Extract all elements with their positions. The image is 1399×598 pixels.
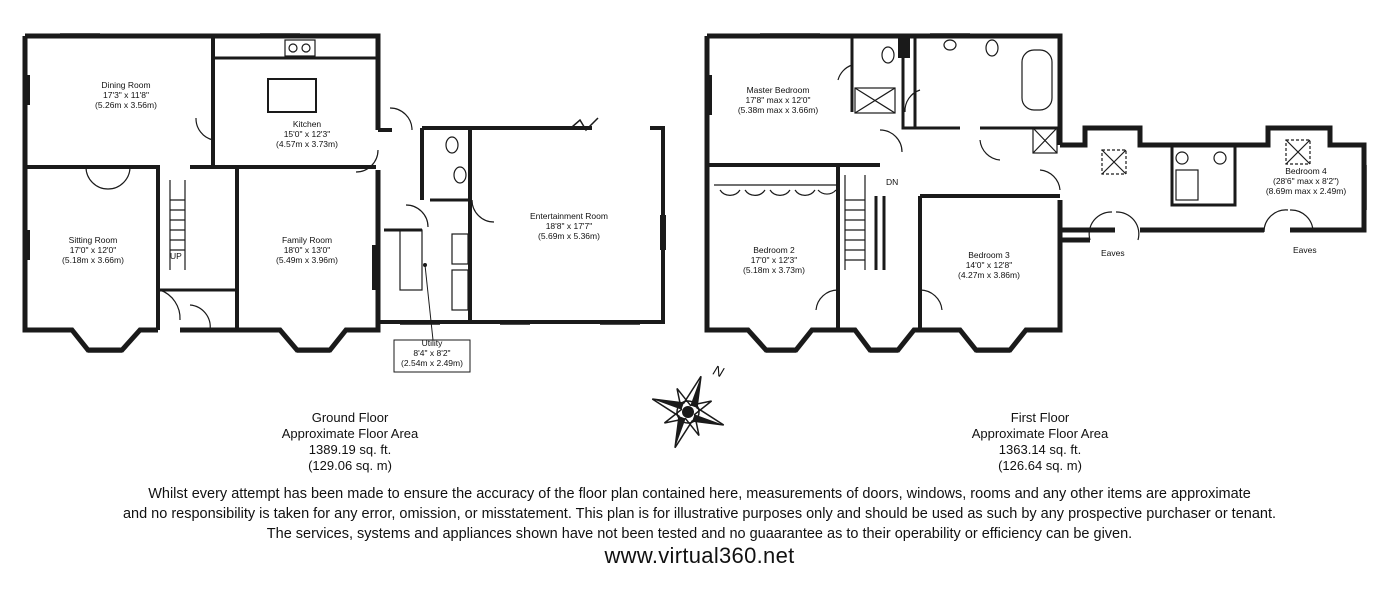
compass-north-label: N — [710, 361, 726, 381]
first-floor-sqft: 1363.14 sq. ft. — [998, 442, 1082, 457]
room-labels — [62, 80, 1346, 368]
ground-floor-sqft: 1389.19 sq. ft. — [308, 442, 392, 457]
room-label-size-imperial: 17'0" x 12'3" — [750, 255, 798, 265]
first-floor-area — [930, 410, 1150, 474]
room-label-size-metric: (2.54m x 2.49m) — [401, 358, 463, 368]
room-label-name: Bedroom 2 — [753, 245, 795, 255]
room-label-name: Kitchen — [292, 119, 322, 129]
room-label-size-metric: (5.26m x 3.56m) — [95, 100, 157, 110]
room-label-name: Family Room — [281, 235, 333, 245]
ground-floor-subtitle: Approximate Floor Area — [281, 426, 419, 441]
room-label-size-imperial: 18'0" x 13'0" — [283, 245, 331, 255]
room-label-size-metric: (5.69m x 5.36m) — [538, 231, 600, 241]
room-label-name: Master Bedroom — [746, 85, 810, 95]
room-label-name: Bedroom 4 — [1285, 166, 1327, 176]
disclaimer-line: and no responsibility is taken for any error, omission, or misstatement. This plan is for illustrative purposes only and should be used as such by any prospective purchaser or tenant. — [122, 506, 1277, 522]
room-label-size-imperial: 17'3" x 11'8" — [103, 90, 149, 100]
room-label-size-imperial: 8'4" x 8'2" — [413, 348, 451, 358]
disclaimer — [0, 484, 1399, 544]
ground-floor-area — [240, 410, 460, 474]
room-label-size-imperial: (28'6" max x 8'2") — [1273, 176, 1339, 186]
disclaimer-line: The services, systems and appliances shown have not been tested and no guaarantee as to their operability or efficiency can be given. — [266, 526, 1133, 542]
room-label-size-metric: (4.57m x 3.73m) — [276, 139, 338, 149]
disclaimer-line: Whilst every attempt has been made to ensure the accuracy of the floor plan contained here, measurements of doors, windows, rooms and any other items are approximate — [148, 486, 1251, 502]
room-label-size-imperial: 17'0" x 12'0" — [69, 245, 117, 255]
room-label-size-metric: (8.69m max x 2.49m) — [1265, 186, 1347, 196]
room-label-size-metric: (5.38m max x 3.66m) — [737, 105, 819, 115]
room-label-size-metric: (5.18m x 3.73m) — [743, 265, 805, 275]
room-label-size-imperial: 14'0" x 12'8" — [965, 260, 1013, 270]
room-label-size-metric: (4.27m x 3.86m) — [958, 270, 1020, 280]
first-stair-label: DN — [886, 177, 899, 187]
room-label-name: Utility — [421, 338, 443, 348]
room-label-name: Entertainment Room — [530, 211, 608, 221]
room-label-size-imperial: 17'8" max x 12'0" — [745, 95, 811, 105]
room-label-size-imperial: 15'0" x 12'3" — [283, 129, 331, 139]
room-label-size-metric: (5.49m x 3.96m) — [276, 255, 338, 265]
room-label-size-imperial: 18'8" x 17'7" — [545, 221, 593, 231]
room-label-name: Dining Room — [101, 80, 151, 90]
eaves-label-1: Eaves — [1101, 248, 1125, 258]
website-link[interactable]: www.virtual360.net — [604, 543, 795, 568]
room-label-name: Bedroom 3 — [968, 250, 1010, 260]
first-floor-sqm: (126.64 sq. m) — [998, 458, 1082, 473]
room-label-name: Sitting Room — [68, 235, 118, 245]
ground-floor-title: Ground Floor — [311, 410, 389, 425]
compass-rose-icon — [639, 363, 736, 460]
ground-stair-label: UP — [170, 251, 182, 261]
ground-floor-sqm: (129.06 sq. m) — [308, 458, 392, 473]
room-label-size-metric: (5.18m x 3.66m) — [62, 255, 124, 265]
first-floor-subtitle: Approximate Floor Area — [971, 426, 1109, 441]
first-floor-title: First Floor — [1010, 410, 1070, 425]
eaves-label-2: Eaves — [1293, 245, 1317, 255]
